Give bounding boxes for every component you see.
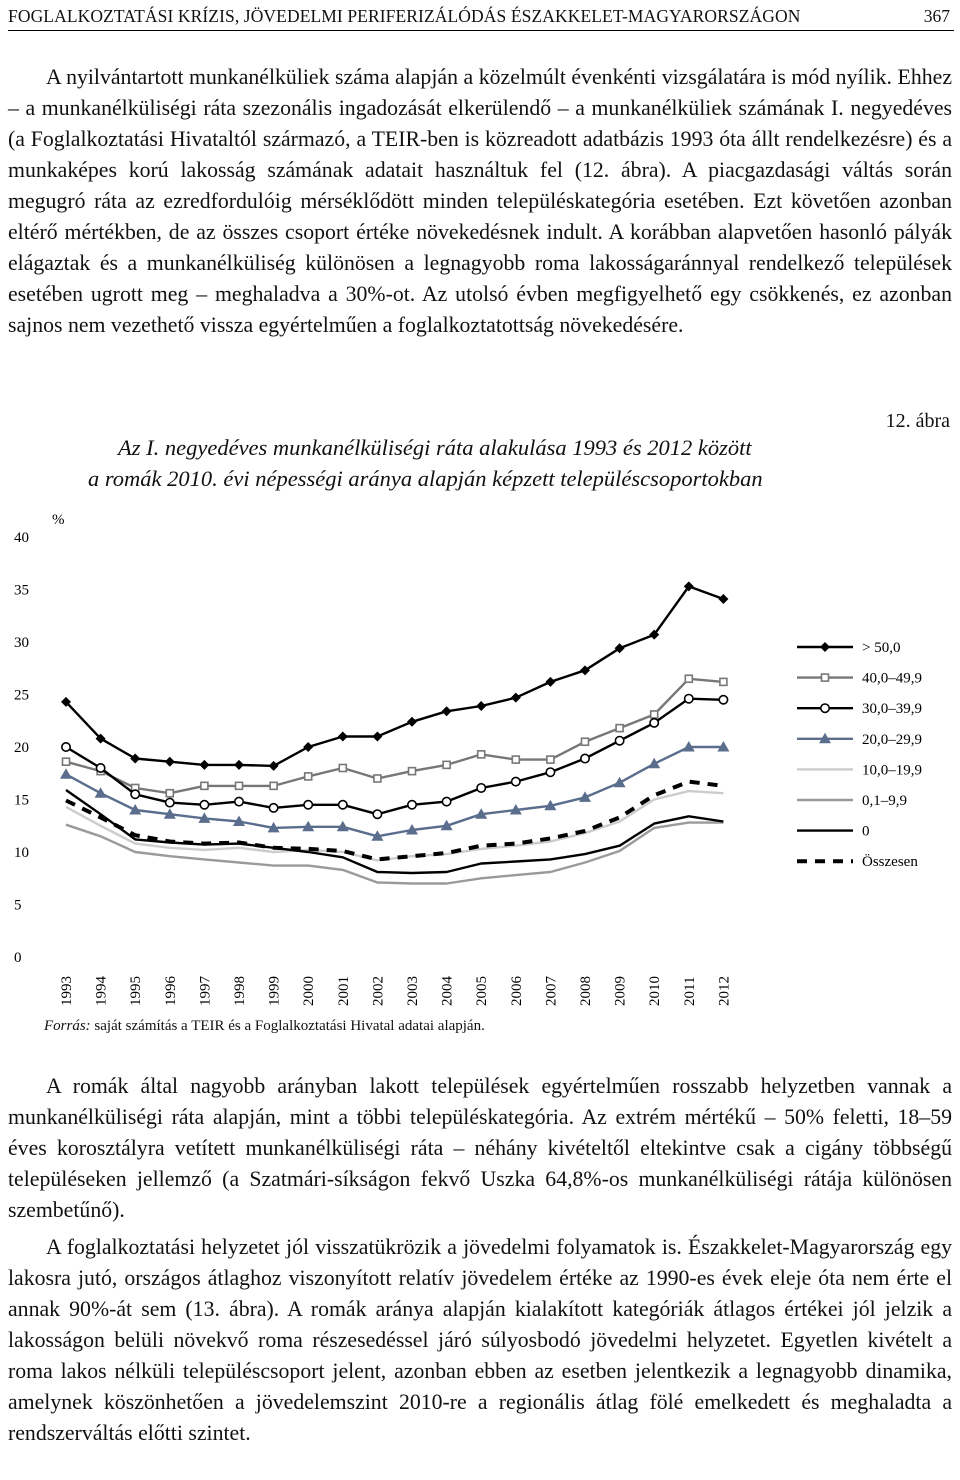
legend-label: 10,0–19,9 [862, 762, 922, 779]
square-marker [478, 751, 485, 758]
series-2 [62, 695, 728, 819]
circle-marker [96, 764, 104, 772]
square-marker [236, 782, 243, 789]
legend-item [797, 732, 922, 748]
diamond-marker [338, 732, 348, 742]
x-tick-label: 1994 [93, 976, 110, 1006]
body-paragraph-2: A romák által nagyobb arányban lakott települések egyértelműen rosszabb helyzetben vannak a munkanélküliségi ráta alapján, mint a többi településkategória. Az extrém mértékű – 50% feletti, 18–59 éves korosztályra vetített munkanélküliségi ráta – néhány kivételtől eltekintve csak a cigány többségű településeken jellemző (a Szatmári-síkságon fekvő Uszka 64,8%-os munkanélküliségi rátája különösen szembetűnő). [8, 1074, 952, 1222]
triangle-marker [60, 768, 72, 779]
y-tick-label: 15 [14, 792, 29, 809]
x-tick-label: 2000 [301, 976, 318, 1006]
circle-marker [62, 743, 70, 751]
body-paragraph-1: A nyilvántartott munkanélküliek száma alapján a közelmúlt évenkénti vizsgálatára is mód nyílik. Ehhez – a munkanélküliségi ráta szezonális ingadozását elkerülendő – a munkanélküliek számának I. negyedéves (a Foglalkoztatási Hivataltól származó, a TEIR-ben is közreadott adatbázis 1993 óta állt rendelkezésre) és a munkaképes korú lakosság számának adatait használtuk fel (12. ábra). A piacgazdasági váltás során megugró ráta az ezredfordulóig mérséklődött minden településkategória esetében. Ezt követően azonban eltérő mértékben, de az összes csoport értéke növekedésnek indult. A korábban alapvetően hasonló pályák elágaztak és a munkanélküliség különösen a legnagyobb roma lakosságaránnyal rendelkező települések esetében ugrott meg – meghaladva a 30%-ot. Az utolsó évben megfigyelhető egy csökkenés, ez azonban sajnos nem vezethető vissza egyértelműen a foglalkoztatottság növekedésére. [8, 65, 952, 337]
x-tick-label: 2001 [335, 976, 352, 1006]
page-number: 367 [923, 6, 950, 26]
legend [797, 640, 922, 870]
x-tick-label: 1999 [266, 976, 283, 1006]
legend-label: 40,0–49,9 [862, 670, 922, 687]
y-axis-label: % [52, 512, 65, 528]
figure-title-line-1: Az I. negyedéves munkanélküliségi ráta alakulása 1993 és 2012 között [118, 435, 752, 460]
circle-marker [200, 801, 208, 809]
diamond-marker [511, 693, 521, 703]
square-marker [339, 765, 346, 772]
diamond-marker [303, 742, 313, 752]
square-marker [685, 675, 692, 682]
x-tick-label: 1996 [162, 976, 179, 1006]
diamond-marker [269, 761, 279, 771]
legend-item [797, 762, 922, 778]
x-tick-label: 2011 [681, 976, 698, 1006]
square-marker [651, 711, 658, 718]
square-marker [547, 756, 554, 763]
legend-label: 20,0–29,9 [862, 731, 922, 748]
diamond-marker [718, 594, 728, 604]
square-marker [512, 756, 519, 763]
circle-marker [235, 797, 243, 805]
x-tick-label: 2002 [370, 976, 387, 1006]
x-tick-label: 1995 [128, 976, 145, 1006]
square-marker [374, 775, 381, 782]
square-marker [822, 674, 829, 681]
x-tick-label: 2010 [647, 976, 664, 1006]
x-axis-ticks [59, 976, 732, 1007]
square-marker [616, 725, 623, 732]
circle-marker [546, 768, 554, 776]
legend-item [797, 793, 907, 809]
square-marker [166, 790, 173, 797]
triangle-marker [614, 777, 626, 788]
legend-label: 30,0–39,9 [862, 701, 922, 718]
circle-marker [442, 797, 450, 805]
circle-marker [821, 704, 829, 712]
x-tick-label: 2003 [405, 976, 421, 1006]
y-tick-label: 30 [14, 635, 29, 651]
circle-marker [512, 777, 520, 785]
circle-marker [373, 810, 381, 818]
x-tick-label: 2007 [543, 976, 560, 1006]
triangle-marker [95, 787, 107, 798]
y-tick-label: 10 [14, 845, 29, 861]
x-tick-label: 2006 [508, 976, 525, 1006]
x-tick-label: 1993 [59, 976, 75, 1006]
square-marker [720, 678, 727, 685]
y-tick-label: 0 [14, 950, 22, 966]
x-tick-label: 2005 [474, 976, 491, 1006]
source-label: Forrás: [44, 1018, 91, 1034]
diamond-marker [165, 757, 175, 767]
circle-marker [339, 801, 347, 809]
x-tick-label: 2009 [612, 976, 629, 1006]
y-tick-label: 35 [14, 582, 29, 599]
diamond-marker [442, 706, 452, 716]
square-marker [201, 782, 208, 789]
legend-item [797, 853, 918, 870]
figure-source [44, 1018, 485, 1035]
circle-marker [408, 801, 416, 809]
circle-marker [650, 719, 658, 727]
circle-marker [304, 801, 312, 809]
series-line [66, 679, 723, 793]
square-marker [409, 768, 416, 775]
y-axis-ticks [14, 530, 29, 966]
series-line [66, 699, 723, 815]
running-header-title: FOGLALKOZTATÁSI KRÍZIS, JÖVEDELMI PERIFERIZÁLÓDÁS ÉSZAKKELET-MAGYARORSZÁGON [8, 6, 801, 26]
circle-marker [477, 784, 485, 792]
diamond-marker [372, 732, 382, 742]
circle-marker [685, 695, 693, 703]
circle-marker [615, 737, 623, 745]
diamond-marker [545, 677, 555, 687]
diamond-marker [820, 642, 830, 652]
legend-label: > 50,0 [862, 640, 901, 656]
x-tick-label: 1998 [232, 976, 248, 1006]
diamond-marker [234, 760, 244, 770]
body-paragraph-3: A foglalkoztatási helyzetet jól visszatükrözik a jövedelmi folyamatok is. Északkelet-Magyarország egy lakosra jutó, országos átlaghoz viszonyított relatív jövedelem értéke az 1990-es évek eleje óta nem érte el annak 90%-át sem (13. ábra). A romák aránya alapján kialakított kategóriák átlagos értékei jól jelzik a lakosságon belüli növekvő roma részesedéssel járó súlyosbodó jövedelmi helyzetet. Egyetlen kivételt a roma lakos nélküli településcsoport jelent, azonban ebben az esetben jelentkezik a legnagyobb dinamika, amelynek köszönhetően a jövedelemszint 2010-re a regionális átlag fölé emelkedett és meghaladta a rendszerváltás előtti szintet. [8, 1235, 952, 1445]
x-tick-label: 1997 [197, 976, 214, 1006]
x-tick-label: 2004 [439, 976, 456, 1006]
legend-label: 0 [862, 823, 870, 840]
legend-item [797, 671, 922, 687]
x-tick-label: 2008 [578, 976, 594, 1006]
y-tick-label: 40 [14, 530, 29, 546]
series-5 [66, 823, 723, 884]
series-line [66, 823, 723, 884]
x-tick-label: 2012 [716, 976, 733, 1006]
series-lines [60, 581, 729, 883]
figure-title-line-2: a romák 2010. évi népességi aránya alapján képzett településcsoportokban [88, 466, 763, 491]
series-0 [61, 581, 728, 771]
diamond-marker [130, 754, 140, 764]
y-tick-label: 5 [14, 897, 22, 914]
square-marker [443, 761, 450, 768]
y-tick-label: 20 [14, 740, 29, 756]
y-tick-label: 25 [14, 687, 29, 704]
legend-label: Összesen [862, 854, 918, 871]
diamond-marker [407, 717, 417, 727]
source-text: saját számítás a TEIR és a Foglalkoztatási Hivatal adatai alapján. [94, 1018, 485, 1034]
circle-marker [581, 754, 589, 762]
diamond-marker [476, 701, 486, 711]
square-marker [305, 773, 312, 780]
diamond-marker [199, 760, 209, 770]
square-marker [270, 782, 277, 789]
legend-item [797, 640, 900, 656]
circle-marker [166, 798, 174, 806]
square-marker [63, 758, 70, 765]
figure-number: 12. ábra [885, 410, 950, 432]
circle-marker [269, 804, 277, 812]
legend-item [797, 824, 870, 840]
legend-label: 0,1–9,9 [862, 793, 907, 809]
square-marker [582, 738, 589, 745]
circle-marker [719, 696, 727, 704]
legend-item [797, 701, 922, 717]
circle-marker [131, 790, 139, 798]
